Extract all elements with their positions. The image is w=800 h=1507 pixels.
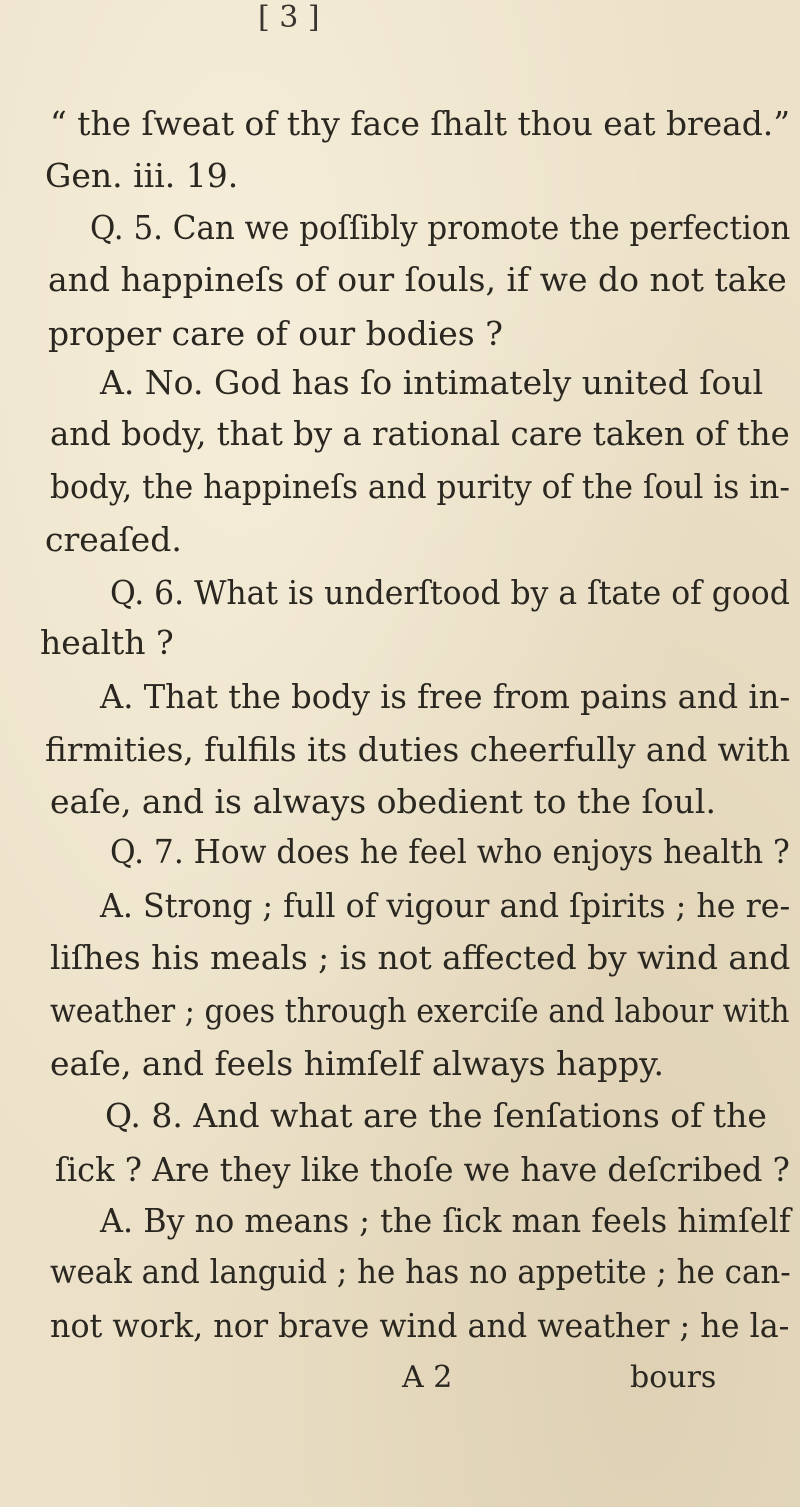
text-line: ſick ? Are they like thoſe we have deſcribed ? bbox=[55, 1150, 790, 1189]
text-line: A. No. God has ſo intimately united ſoul bbox=[100, 363, 764, 402]
text-line: not work, nor brave wind and weather ; he la- bbox=[50, 1306, 790, 1345]
signature-mark: A 2 bbox=[402, 1360, 453, 1395]
text-line: Q. 5. Can we poſſibly promote the perfection bbox=[90, 208, 791, 247]
text-line: eaſe, and is always obedient to the ſoul. bbox=[50, 782, 716, 821]
text-line: body, the happineſs and purity of the ſoul is in- bbox=[50, 467, 790, 506]
text-line: and happineſs of our ſouls, if we do not take bbox=[48, 260, 787, 299]
text-line: health ? bbox=[40, 623, 174, 662]
text-line: eaſe, and feels himſelf always happy. bbox=[50, 1044, 664, 1083]
text-line: “ the ſweat of thy face ſhalt thou eat bread.” bbox=[50, 104, 791, 143]
text-line: Gen. iii. 19. bbox=[45, 156, 239, 195]
text-line: firmities, fulfils its duties cheerfully and with bbox=[45, 730, 791, 769]
text-line: and body, that by a rational care taken of the bbox=[50, 414, 790, 453]
catchword: bours bbox=[630, 1360, 717, 1395]
page-number: [ 3 ] bbox=[258, 0, 320, 35]
text-line: A. Strong ; full of vigour and ſpirits ; he re- bbox=[100, 886, 791, 925]
text-line: weak and languid ; he has no appetite ; he can- bbox=[50, 1252, 791, 1291]
text-line: A. That the body is free from pains and in- bbox=[100, 677, 791, 716]
text-line: A. By no means ; the ſick man feels himſelf bbox=[100, 1201, 791, 1240]
text-line: Q. 8. And what are the ſenſations of the bbox=[105, 1096, 767, 1135]
text-line: proper care of our bodies ? bbox=[48, 314, 503, 353]
text-line: creaſed. bbox=[45, 520, 182, 559]
text-line: Q. 7. How does he feel who enjoys health ? bbox=[110, 832, 790, 871]
text-line: weather ; goes through exerciſe and labour with bbox=[50, 991, 790, 1030]
text-line: Q. 6. What is underſtood by a ſtate of good bbox=[110, 573, 790, 612]
text-line: liſhes his meals ; is not affected by wind and bbox=[50, 938, 791, 977]
